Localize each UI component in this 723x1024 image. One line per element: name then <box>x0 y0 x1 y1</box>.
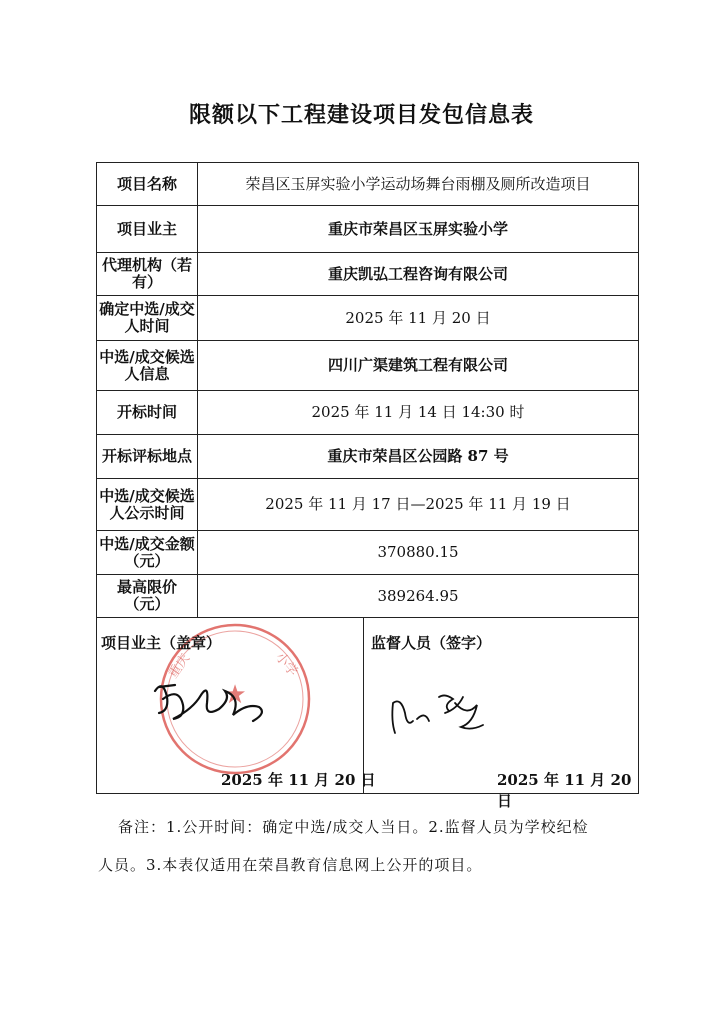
row-label: 确定中选/成交人时间 <box>97 296 198 341</box>
row-label: 最高限价（元） <box>97 575 198 618</box>
row-label: 中选/成交候选人公示时间 <box>97 479 198 531</box>
table-row <box>97 479 639 531</box>
table-row <box>97 435 639 479</box>
owner-sign-date: 2025 年 11 月 20 日 <box>221 771 376 789</box>
table-row <box>97 206 639 253</box>
supervisor-handwritten-signature <box>383 683 493 737</box>
row-value: 2025 年 11 月 20 日 <box>198 296 639 341</box>
table-row <box>97 296 639 341</box>
signature-divider <box>363 617 364 793</box>
supervisor-sign-label: 监督人员（签字） <box>371 634 492 652</box>
svg-text:★: ★ <box>223 680 247 710</box>
row-label: 开标时间 <box>97 391 198 435</box>
row-value: 重庆凯弘工程咨询有限公司 <box>198 253 639 296</box>
row-value: 2025 年 11 月 14 日 14:30 时 <box>198 391 639 435</box>
table-row <box>97 531 639 575</box>
row-label: 项目名称 <box>97 163 198 206</box>
row-value: 370880.15 <box>198 531 639 575</box>
row-value: 荣昌区玉屏实验小学运动场舞台雨棚及厕所改造项目 <box>198 163 639 206</box>
table-row <box>97 341 639 391</box>
svg-text:重庆: 重庆 <box>165 651 194 682</box>
row-value: 重庆市荣昌区公园路 87 号 <box>198 435 639 479</box>
notes <box>98 808 638 884</box>
row-label: 代理机构（若有） <box>97 253 198 296</box>
owner-handwritten-signature <box>149 669 274 729</box>
notes-line-2: 人员。3.本表仅适用在荣昌教育信息网上公开的项目。 <box>98 856 483 874</box>
svg-text:小学: 小学 <box>271 649 301 680</box>
row-value: 389264.95 <box>198 575 639 618</box>
table-row <box>97 391 639 435</box>
table-row <box>97 253 639 296</box>
row-label: 中选/成交候选人信息 <box>97 341 198 391</box>
owner-seal-label: 项目业主（盖章） <box>101 634 222 652</box>
page-title: 限额以下工程建设项目发包信息表 <box>188 102 534 128</box>
row-label: 中选/成交金额（元） <box>97 531 198 575</box>
notes-line-1: 备注：1.公开时间：确定中选/成交人当日。2.监督人员为学校纪检 <box>118 818 589 836</box>
info-table <box>96 162 639 618</box>
row-value: 四川广渠建筑工程有限公司 <box>198 341 639 391</box>
row-value: 重庆市荣昌区玉屏实验小学 <box>198 206 639 253</box>
signature-section <box>96 617 639 810</box>
supervisor-sign-date: 2025 年 11 月 20 日 <box>497 771 632 810</box>
table-row <box>97 575 639 618</box>
row-label: 开标评标地点 <box>97 435 198 479</box>
row-value: 2025 年 11 月 17 日—2025 年 11 月 19 日 <box>198 479 639 531</box>
table-row <box>97 163 639 206</box>
row-label: 项目业主 <box>97 206 198 253</box>
